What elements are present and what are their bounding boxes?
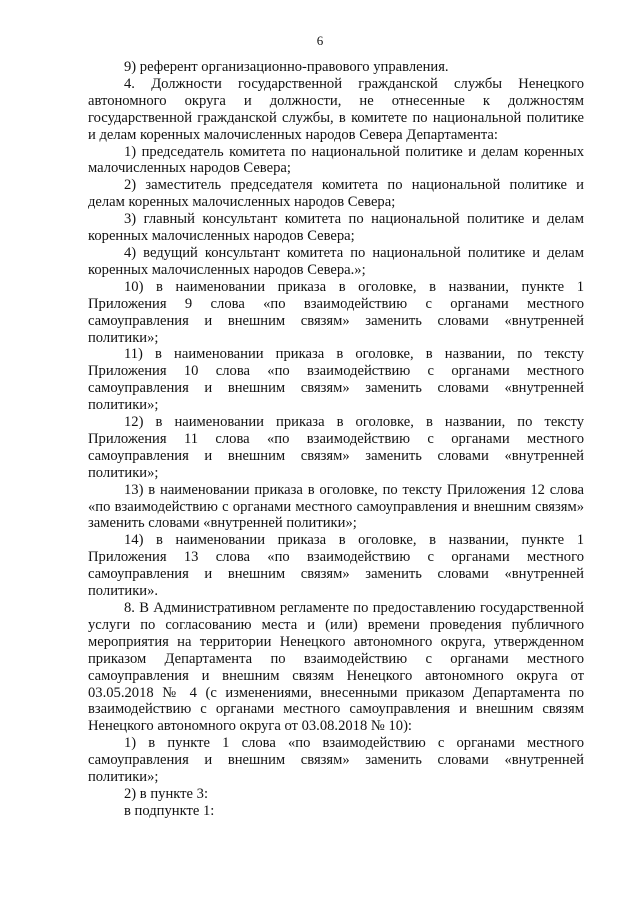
paragraph-item-2-deputy: 2) заместитель председателя комитета по национальной политике и делам коренных малочисленных народов Севера; <box>88 177 584 211</box>
paragraph-subpoint-1: в подпункте 1: <box>124 802 215 819</box>
paragraph-item-1-chairman: 1) председатель комитета по национальной политике и делам коренных малочисленных народов Севера; <box>88 143 584 177</box>
paragraph-item-10-appendix-9: 10) в наименовании приказа в оголовке, в названии, пункте 1 Приложения 9 слова «по взаимодействию с органами местного самоуправления и внешним связям» заменить словами «внутренней политики»; <box>88 278 584 346</box>
paragraph-section-4-positions: 4. Должности государственной гражданской службы Ненецкого автономного округа и должности, не отнесенные к должностям государственной гражданской службы, в комитете по национальной политике и делам коренных малочисленных народов Севера Департамента: <box>88 75 584 143</box>
paragraph-item-9-referent: 9) референт организационно-правового управления. <box>124 59 449 75</box>
page-number: 6 <box>316 33 324 48</box>
document-body <box>88 59 584 820</box>
paragraph-subitem-1-point-1: 1) в пункте 1 слова «по взаимодействию с органами местного самоуправления и внешним связям» заменить словами «внутренней политики»; <box>88 735 584 786</box>
paragraph-item-11-appendix-10: 11) в наименовании приказа в оголовке, в названии, по тексту Приложения 10 слова «по взаимодействию с органами местного самоуправления и внешним связям» заменить словами «внутренней политики»; <box>88 346 584 414</box>
paragraph-item-14-appendix-13: 14) в наименовании приказа в оголовке, в названии, пункте 1 Приложения 13 слова «по взаимодействию с органами местного самоуправления и внешним связям» заменить словами «внутренней политики». <box>88 532 584 600</box>
paragraph-subitem-2-point-3: 2) в пункте 3: <box>124 785 209 802</box>
paragraph-item-13-appendix-12: 13) в наименовании приказа в оголовке, по тексту Приложения 12 слова «по взаимодействию с органами местного самоуправления и внешним связям» заменить словами «внутренней политики»; <box>88 481 584 532</box>
paragraph-item-12-appendix-11: 12) в наименовании приказа в оголовке, в названии, по тексту Приложения 11 слова «по взаимодействию с органами местного самоуправления и внешним связям» заменить словами «внутренней политики»; <box>88 414 584 481</box>
paragraph-item-3-chief-consultant: 3) главный консультант комитета по национальной политике и делам коренных малочисленных народов Севера; <box>88 211 584 245</box>
paragraph-section-8-regulation: 8. В Административном регламенте по предоставлению государственной услуги по согласованию места и (или) времени проведения публичного мероприятия на территории Ненецкого автономного округа, утвержденном приказом Департамента по взаимодействию с органами местного самоуправления и внешним связям Ненецкого автономного округа от 03.05.2018 № 4 (с изменениями, внесенными приказом Департамента по взаимодействию с органами местного самоуправления и внешним связям Ненецкого автономного округа от 03.08.2018 № 10): <box>88 600 584 735</box>
paragraph-item-4-leading-consultant: 4) ведущий консультант комитета по национальной политике и делам коренных малочисленных народов Севера.»; <box>88 244 584 278</box>
